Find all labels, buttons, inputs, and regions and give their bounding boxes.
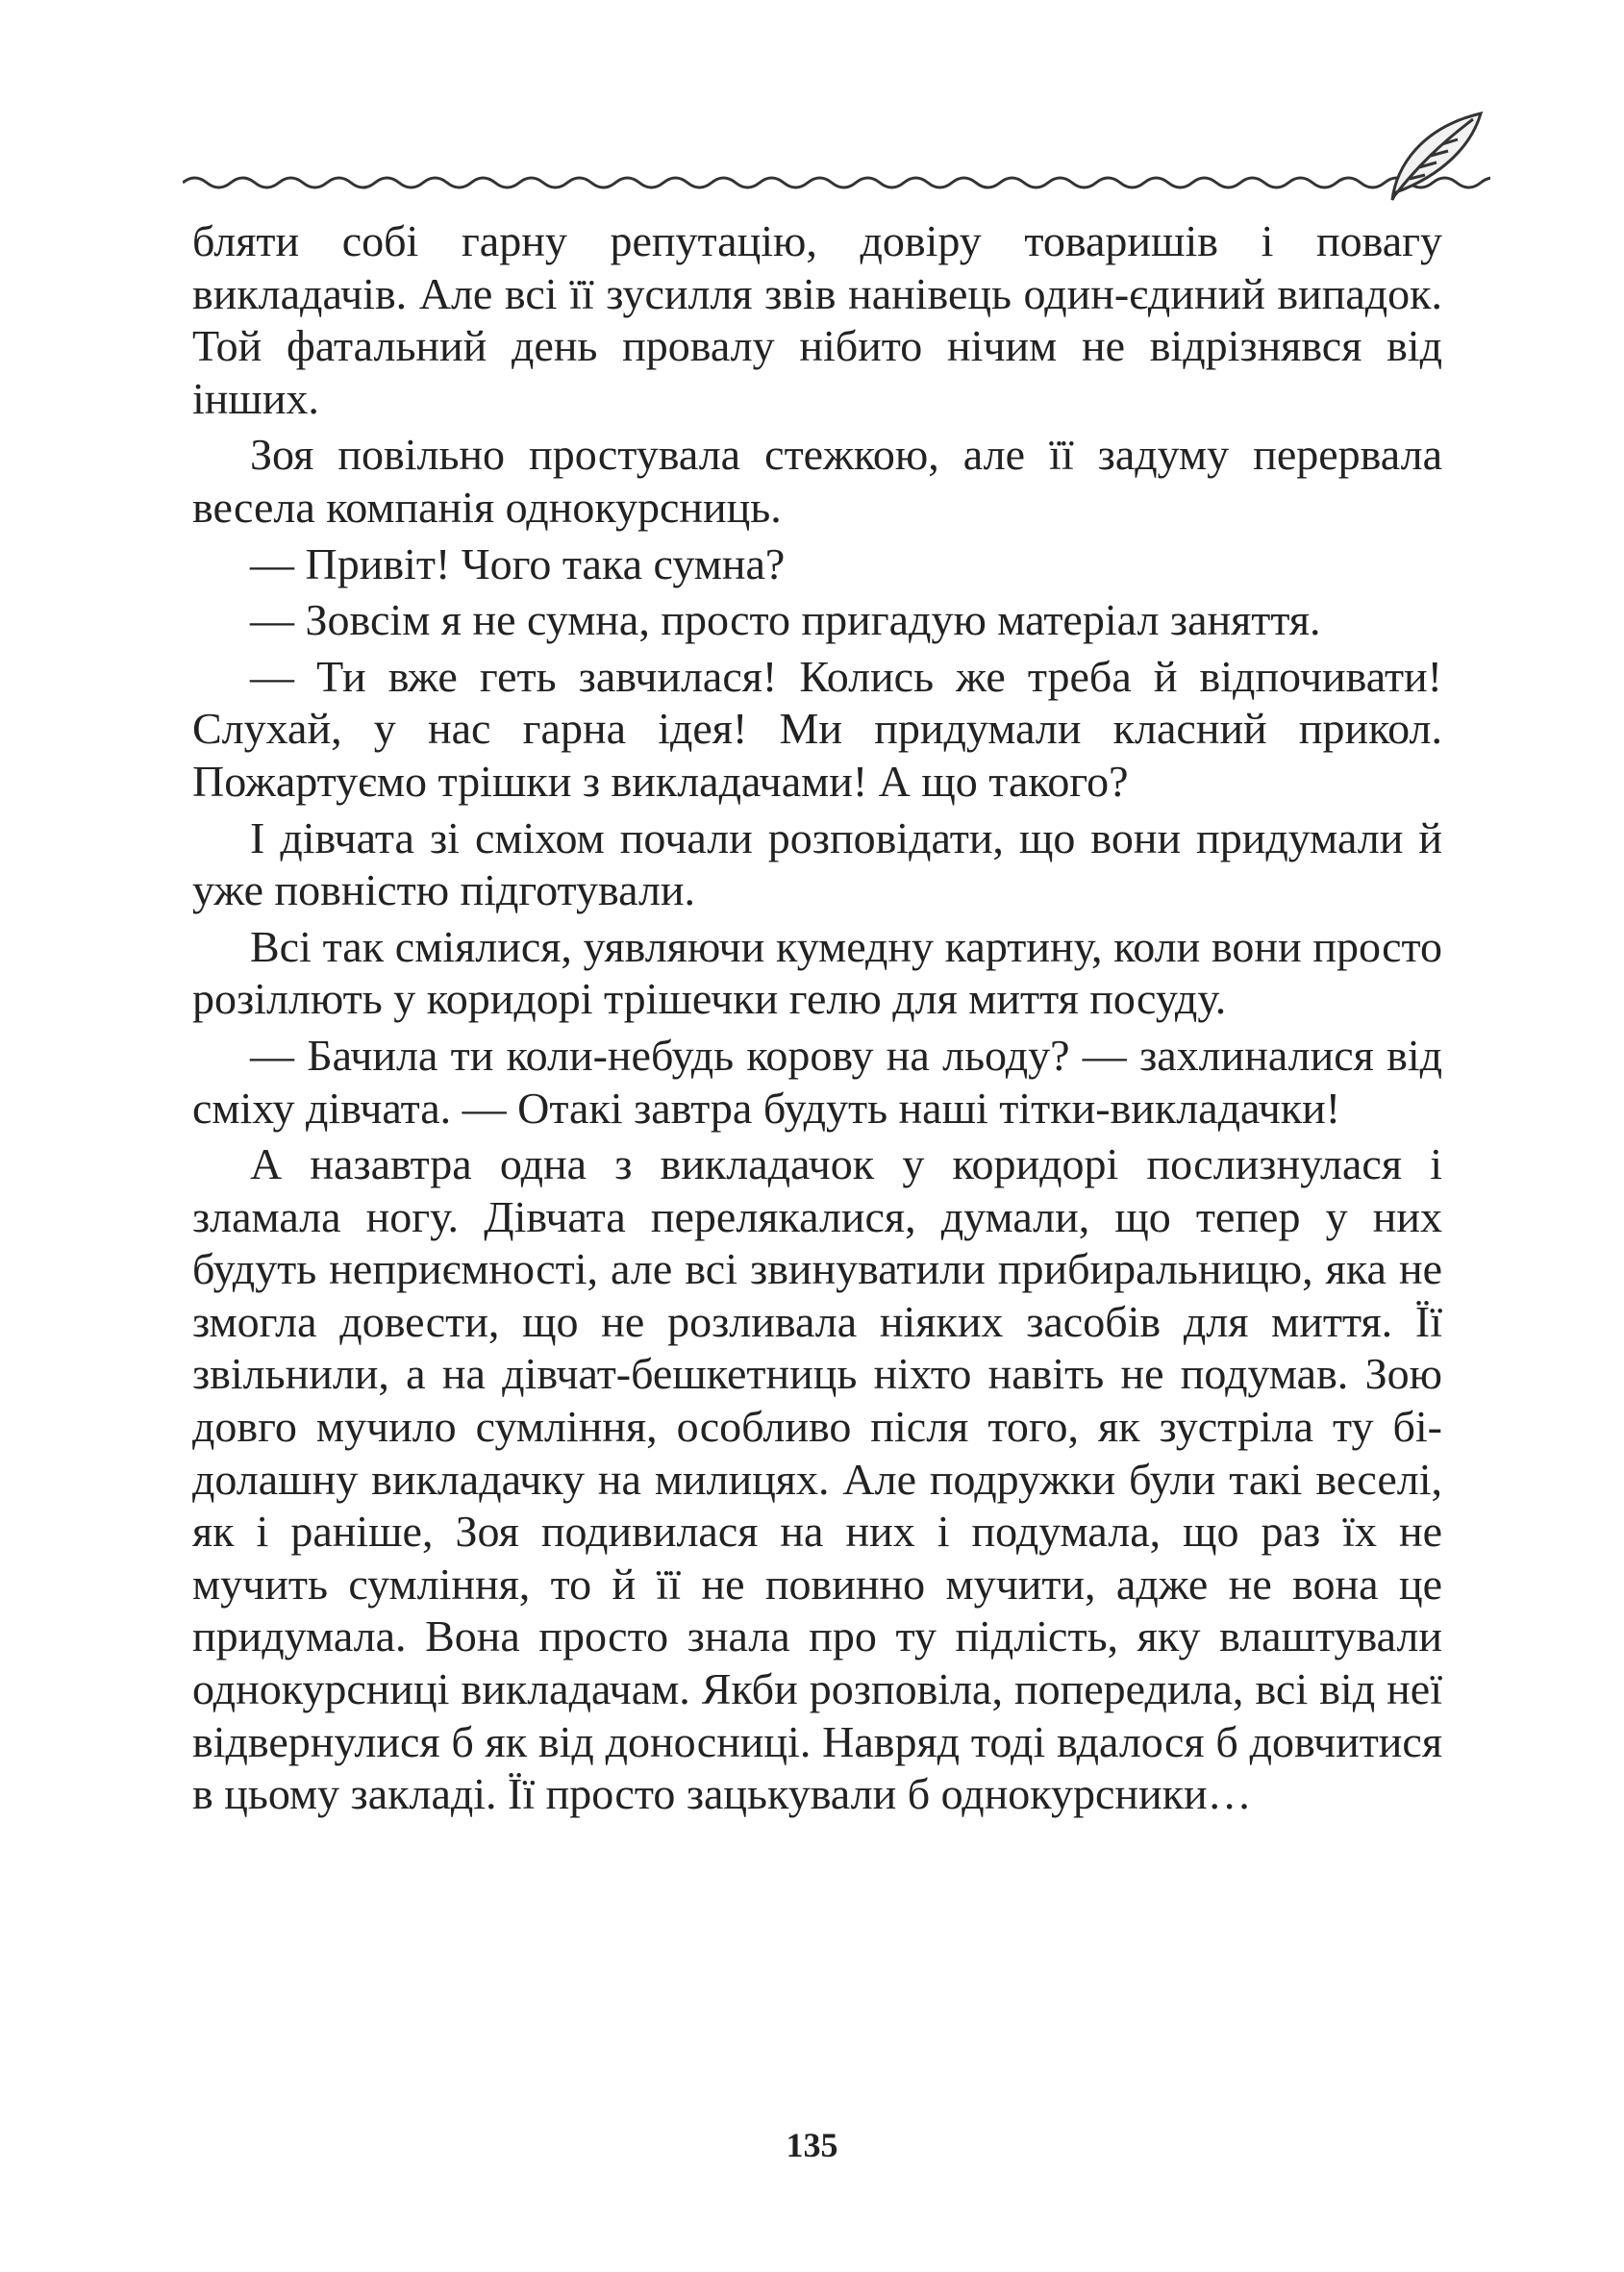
page-body-text: [192, 215, 1442, 1825]
paragraph-3: І дівчата зі сміхом почали розповідати, що вони придумали й уже повністю підготували.: [192, 812, 1442, 915]
paragraph-5: А назавтра одна з викладачок у коридорі послизнулася і зламала ногу. Дівчата перелякалися, думали, що тепер у них будуть неприємності, але всі звинуватили прибиральницю, яка не змогла довести, що не розливала ніяких засобів для миття. Її звільнили, а на дівчат-бешкетниць ніхто навіть не подумав. Зою довго мучило сумління, особливо після того, як зустріла ту бідолашну викладачку на милицях. Але подружки були такі веселі, як і раніше, Зоя подивилася на них і подумала, що раз їх не мучить сумління, то й її не повинно мучити, адже не вона це придумала. Вона просто знала про ту підлість, яку влаштували однокурсниці викладачам. Якби розповіла, попередила, всі від неї відвернулися б як від доносниці. Навряд тоді вдалося б довчитися в цьому закладі. Її просто зацькували б однокурсники…: [192, 1139, 1442, 1819]
feather-quill-wave-icon: [183, 108, 1490, 204]
dialogue-line-1: — Привіт! Чого така сумна?: [250, 538, 786, 588]
paragraph-4: Всі так сміялися, уявляючи кумедну картину, коли вони просто розіллють у коридорі трішечки гелю для миття посуду.: [192, 921, 1442, 1024]
dialogue-line-4: — Бачила ти коли-небудь корову на льоду? — захлиналися від сміху дівчата. — Отакі завтра будуть наші тітки-викладачки!: [192, 1030, 1442, 1133]
dialogue-line-3: — Ти вже геть завчилася! Колись же треба й відпочивати! Слухай, у нас гарна ідея! Ми придумали класний прикол. Пожартуємо трішки з викладачами! А що такого?: [192, 651, 1442, 806]
wavy-divider-line: [183, 178, 1490, 187]
dialogue-line-2: — Зовсім я не сумна, просто пригадую матеріал заняття.: [250, 595, 1321, 645]
paragraph-2: Зоя повільно простувала стежкою, але її задуму перервала весела компанія однокурсниць.: [192, 430, 1442, 532]
paragraph-1: бляти собі гарну репутацію, довіру товаришів і повагу викладачів. Але всі її зусилля звів нанівець один-єдиний випадок. Той фатальний день провалу нібито нічим не відрізнявся від інших.: [192, 216, 1442, 423]
page-number: 135: [786, 2126, 838, 2164]
